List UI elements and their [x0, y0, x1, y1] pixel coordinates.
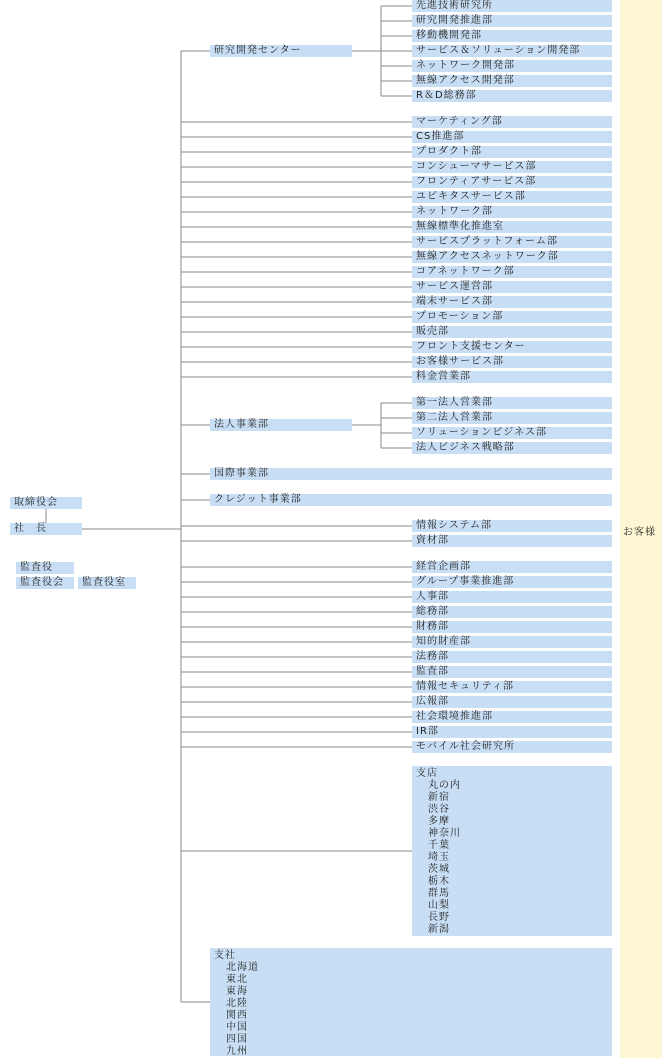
corporate-unit: 第一法人営業部	[412, 397, 612, 409]
department: 監査部	[412, 666, 612, 678]
corporate-unit: 法人ビジネス戦略部	[412, 442, 612, 454]
branch: 新宿	[428, 792, 450, 803]
department: 販売部	[412, 326, 612, 338]
department: サービスプラットフォーム部	[412, 236, 612, 248]
auditor: 監査役	[16, 562, 74, 574]
regional-office: 北陸	[226, 998, 248, 1009]
department: マーケティング部	[412, 116, 612, 128]
branch: 長野	[428, 912, 450, 923]
regional-office: 関西	[226, 1010, 248, 1021]
department: サービス運営部	[412, 281, 612, 293]
regional-office: 東北	[226, 974, 248, 985]
department: コンシューマサービス部	[412, 161, 612, 173]
department: 社会環境推進部	[412, 711, 612, 723]
corporate-division: 法人事業部	[210, 419, 352, 431]
department: 総務部	[412, 606, 612, 618]
corporate-unit: ソリューションビジネス部	[412, 427, 612, 439]
regional-office: 中国	[226, 1022, 248, 1033]
department: 広報部	[412, 696, 612, 708]
department: プロダクト部	[412, 146, 612, 158]
board-of-directors: 取締役会	[10, 497, 82, 509]
rd-center: 研究開発センター	[210, 45, 352, 57]
customer-label: お客様	[623, 527, 656, 538]
audit-board: 監査役会	[16, 577, 74, 589]
department: ユビキタスサービス部	[412, 191, 612, 203]
department: 情報セキュリティ部	[412, 681, 612, 693]
international-division: 国際事業部	[210, 468, 612, 480]
president: 社 長	[10, 523, 82, 535]
department: プロモーション部	[412, 311, 612, 323]
regional-title: 支社	[214, 950, 236, 961]
regional-office: 九州	[226, 1046, 248, 1057]
department: 経営企画部	[412, 561, 612, 573]
department: 人事部	[412, 591, 612, 603]
rd-unit: 移動機開発部	[412, 30, 612, 42]
branch: 多摩	[428, 816, 450, 827]
branch: 埼玉	[428, 852, 450, 863]
rd-unit: 無線アクセス開発部	[412, 75, 612, 87]
credit-division: クレジット事業部	[210, 494, 612, 506]
branches-block	[412, 766, 612, 936]
department: 料金営業部	[412, 371, 612, 383]
rd-unit: 先進技術研究所	[412, 0, 612, 12]
department: モバイル社会研究所	[412, 741, 612, 753]
branch: 千葉	[428, 840, 450, 851]
branch: 丸の内	[428, 780, 461, 791]
regional-office: 北海道	[226, 962, 259, 973]
department: ネットワーク部	[412, 206, 612, 218]
department: コアネットワーク部	[412, 266, 612, 278]
rd-unit: R＆D総務部	[412, 90, 612, 102]
department: 知的財産部	[412, 636, 612, 648]
regional-offices-block	[210, 948, 612, 1056]
corporate-unit: 第二法人営業部	[412, 412, 612, 424]
branch: 神奈川	[428, 828, 461, 839]
department: 無線アクセスネットワーク部	[412, 251, 612, 263]
department: お客様サービス部	[412, 356, 612, 368]
branch: 栃木	[428, 876, 450, 887]
branch: 山梨	[428, 900, 450, 911]
rd-unit: 研究開発推進部	[412, 15, 612, 27]
department: CS推進部	[412, 131, 612, 143]
branch: 群馬	[428, 888, 450, 899]
branch: 渋谷	[428, 804, 450, 815]
department: 財務部	[412, 621, 612, 633]
regional-office: 東海	[226, 986, 248, 997]
regional-office: 四国	[226, 1034, 248, 1045]
rd-unit: ネットワーク開発部	[412, 60, 612, 72]
department: グループ事業推進部	[412, 576, 612, 588]
audit-office: 監査役室	[78, 577, 136, 589]
branch: 茨城	[428, 864, 450, 875]
branches-title: 支店	[416, 768, 438, 779]
department: 端末サービス部	[412, 296, 612, 308]
department: 法務部	[412, 651, 612, 663]
department: フロント支援センター	[412, 341, 612, 353]
branch: 新潟	[428, 924, 450, 935]
department: フロンティアサービス部	[412, 176, 612, 188]
department: 無線標準化推進室	[412, 221, 612, 233]
department: 資材部	[412, 535, 612, 547]
department: IR部	[412, 726, 612, 738]
department: 情報システム部	[412, 520, 612, 532]
rd-unit: サービス＆ソリューション開発部	[412, 45, 612, 57]
